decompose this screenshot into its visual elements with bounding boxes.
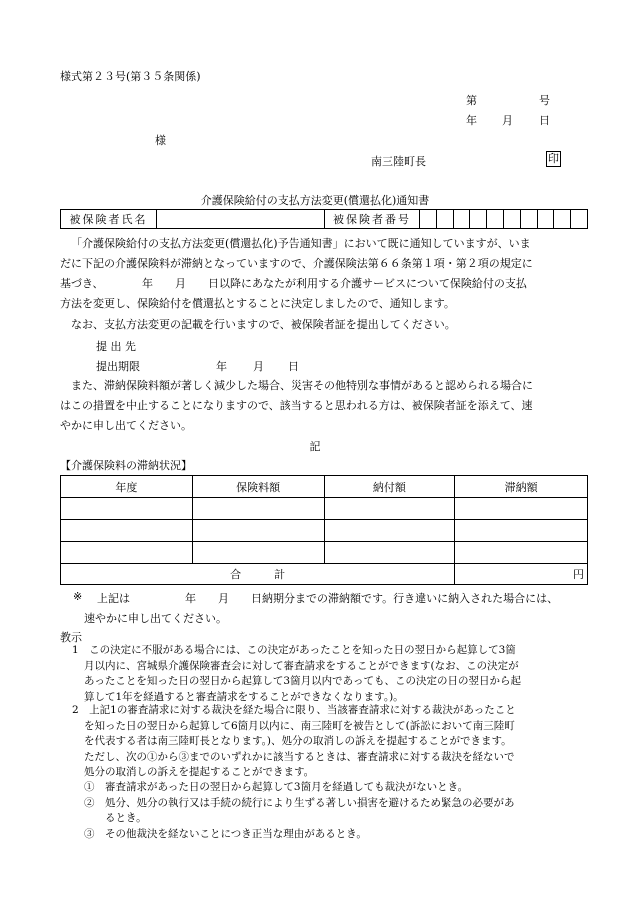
- deadline-month: 月: [253, 360, 264, 373]
- deadline-day: 日: [288, 360, 299, 373]
- submit-to-label: 提 出 先: [96, 340, 136, 353]
- deadline-year: 年: [216, 360, 227, 373]
- instructions-heading: 教示: [60, 631, 82, 644]
- insured-name-label: 被保険者氏名: [61, 210, 157, 229]
- footnote-mark: ※: [73, 590, 83, 603]
- instruction-subitems: [60, 780, 590, 842]
- body-paragraph-1: [60, 234, 580, 314]
- date-day: 日: [539, 114, 550, 127]
- insured-number-digit: [487, 210, 504, 229]
- table-row: [61, 542, 588, 564]
- submit-insurance-card-note: なお、支払方法変更の記載を行いますので、被保険者証を提出してください。: [71, 318, 456, 331]
- instruction-line: 1 この決定に不服がある場合には、この決定があったことを知った日の翌日から起算して3箇: [72, 644, 516, 656]
- body-line: 基づき、 年 月 日以降にあなたが利用する介護サービスについて保険給付の支払: [60, 277, 527, 290]
- form-number-header: 様式第２３号(第３５条関係): [60, 70, 201, 83]
- insured-number-digit: [503, 210, 520, 229]
- body-line: 「介護保険給付の支払方法変更(償還払化)予告通知書」において既に通知していますが、いま: [71, 237, 531, 250]
- insured-number-digit: [470, 210, 487, 229]
- seal-mark: 印: [548, 152, 559, 165]
- body-line: 方法を変更し、保険給付を償還払とすることに決定しましたので、通知します。: [60, 297, 455, 310]
- insured-number-digit: [537, 210, 554, 229]
- arrears-section-label: 【介護保険料の滞納状況】: [60, 459, 192, 472]
- column-header-year: 年度: [61, 476, 193, 498]
- total-label: 合 計: [61, 564, 455, 585]
- insured-number-label: 被保険者番号: [325, 210, 420, 229]
- doc-number-dai: 第: [466, 94, 477, 107]
- issuer-name: 南三陸町長: [371, 155, 426, 168]
- table-row: [61, 520, 588, 542]
- ki-heading: 記: [309, 440, 321, 453]
- instruction-subitem: るとき。: [84, 812, 147, 824]
- body-line: だに下記の介護保険料が滞納となっていますので、介護保険法第６６条第１項・第２項の規定に: [60, 257, 533, 270]
- arrears-table: [60, 475, 588, 585]
- date-year: 年: [466, 114, 477, 127]
- body-line: はこの措置を中止することになりますので、該当すると思われる方は、被保険者証を添えて、速: [60, 399, 533, 412]
- insured-number-digit: [520, 210, 537, 229]
- deadline-label: 提出期限: [96, 360, 140, 373]
- insured-number-digit: [571, 210, 588, 229]
- total-row: [61, 564, 588, 585]
- column-header-premium: 保険料額: [192, 476, 324, 498]
- table-row: [61, 498, 588, 520]
- footnote-line-2: 速やかに申し出てください。: [84, 612, 227, 625]
- total-yen: 円: [455, 564, 588, 585]
- body-line: やかに申し出てください。: [60, 419, 192, 432]
- column-header-paid: 納付額: [324, 476, 455, 498]
- instruction-subitem: ③ その他裁決を経ないことにつき正当な理由があるとき。: [84, 827, 367, 840]
- instruction-item-2: [60, 703, 590, 781]
- insured-table: [60, 209, 588, 229]
- instruction-line: 算して1年を経過すると審査請求をすることができなくなります。)。: [84, 690, 404, 703]
- instruction-line: 2 上記1の審査請求に対する裁決を経た場合に限り、当該審査請求に対する裁決があったこと: [72, 704, 516, 716]
- date-month: 月: [502, 114, 513, 127]
- addressee-suffix: 様: [155, 134, 166, 147]
- instruction-line: を代表する者は南三陸町長となります。)、処分の取消しの訴えを提起することができます。: [84, 735, 512, 747]
- body-paragraph-3: [60, 376, 580, 436]
- insured-number-digit: [420, 210, 437, 229]
- instruction-line: ただし、次の①から③までのいずれかに該当するときは、審査請求に対する裁決を経ないで: [84, 750, 515, 763]
- insured-name-cell: [157, 210, 325, 229]
- insured-number-digit: [554, 210, 571, 229]
- column-header-arrears: 滞納額: [455, 476, 588, 498]
- insured-number-digit: [453, 210, 470, 229]
- insured-number-digit: [436, 210, 453, 229]
- instruction-line: 月以内に、宮城県介護保険審査会に対して審査請求をすることができます(なお、この決定が: [84, 659, 519, 672]
- instruction-line: 処分の取消しの訴えを提起することができます。: [84, 766, 315, 778]
- instruction-subitem: ② 処分、処分の執行又は手続の続行により生ずる著しい損害を避けるため緊急の必要があ: [84, 796, 515, 809]
- instruction-line: あったことを知った日の翌日から起算して3箇月以内であっても、この決定の日の翌日から起: [84, 675, 521, 687]
- instruction-subitem: ① 審査請求があった日の翌日から起算して3箇月を経過しても裁決がないとき。: [84, 781, 469, 793]
- instruction-item-1: [60, 643, 590, 705]
- doc-number-gou: 号: [539, 94, 550, 107]
- instruction-line: を知った日の翌日から起算して6箇月以内に、南三陸町を被告として(訴訟において南三陸町: [84, 719, 515, 732]
- document-title: 介護保険給付の支払方法変更(償還払化)通知書: [200, 194, 430, 207]
- footnote-line-1: 上記は 年 月 日納期分までの滞納額です。行き違いに納入された場合には、: [97, 592, 559, 605]
- body-line: また、滞納保険料額が著しく減少した場合、災害その他特別な事情があると認められる場合に: [71, 379, 533, 392]
